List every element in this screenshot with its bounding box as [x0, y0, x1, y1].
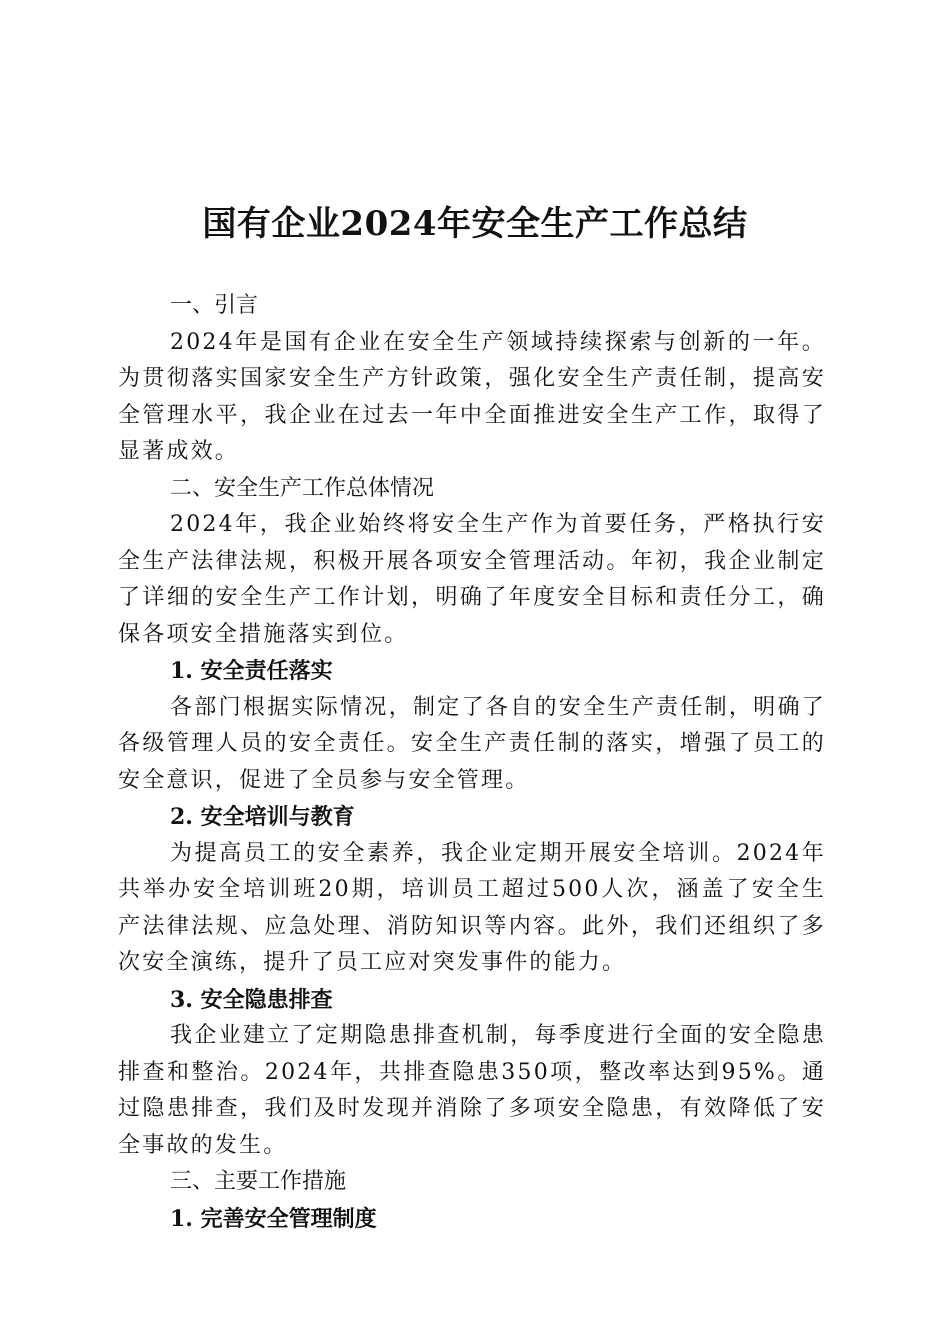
paragraph-responsibility: 各部门根据实际情况，制定了各自的安全生产责任制，明确了各级管理人员的安全责任。安全生产责任制的落实，增强了员工的安全意识，促进了全员参与安全管理。 [118, 694, 826, 793]
paragraph-intro: 2024年是国有企业在安全生产领域持续探索与创新的一年。为贯彻落实国家安全生产方针政策，强化安全生产责任制，提高安全管理水平，我企业在过去一年中全面推进安全生产工作，取得了显著成效。 [118, 329, 826, 464]
document-body [118, 288, 826, 1237]
paragraph-hazard-inspection: 我企业建立了定期隐患排查机制，每季度进行全面的安全隐患排查和整治。2024年，共排查隐患350项，整改率达到95%。通过隐患排查，我们及时发现并消除了多项安全隐患，有效降低了安全事故的发生。 [118, 1023, 826, 1158]
subheading-management-system: 1. 完善安全管理制度 [170, 1205, 377, 1232]
subheading-responsibility: 1. 安全责任落实 [170, 658, 333, 684]
document-title: 国有企业2024年安全生产工作总结 [202, 204, 748, 244]
section-heading-intro: 一、引言 [170, 293, 259, 318]
subheading-hazard-inspection: 3. 安全隐患排查 [170, 986, 333, 1013]
subheading-training: 2. 安全培训与教育 [170, 804, 355, 830]
section-heading-measures: 三、主要工作措施 [170, 1169, 347, 1194]
paragraph-training: 为提高员工的安全素养，我企业定期开展安全培训。2024年共举办安全培训班20期，培训员工超过500人次，涵盖了安全生产法律法规、应急处理、消防知识等内容。此外，我们还组织了多次安全演练，提升了员工应对突发事件的能力。 [118, 840, 826, 975]
paragraph-overview: 2024年，我企业始终将安全生产作为首要任务，严格执行安全生产法律法规，积极开展各项安全管理活动。年初，我企业制定了详细的安全生产工作计划，明确了年度安全目标和责任分工，确保各项安全措施落实到位。 [118, 512, 826, 647]
section-heading-overview: 二、安全生产工作总体情况 [170, 475, 435, 501]
